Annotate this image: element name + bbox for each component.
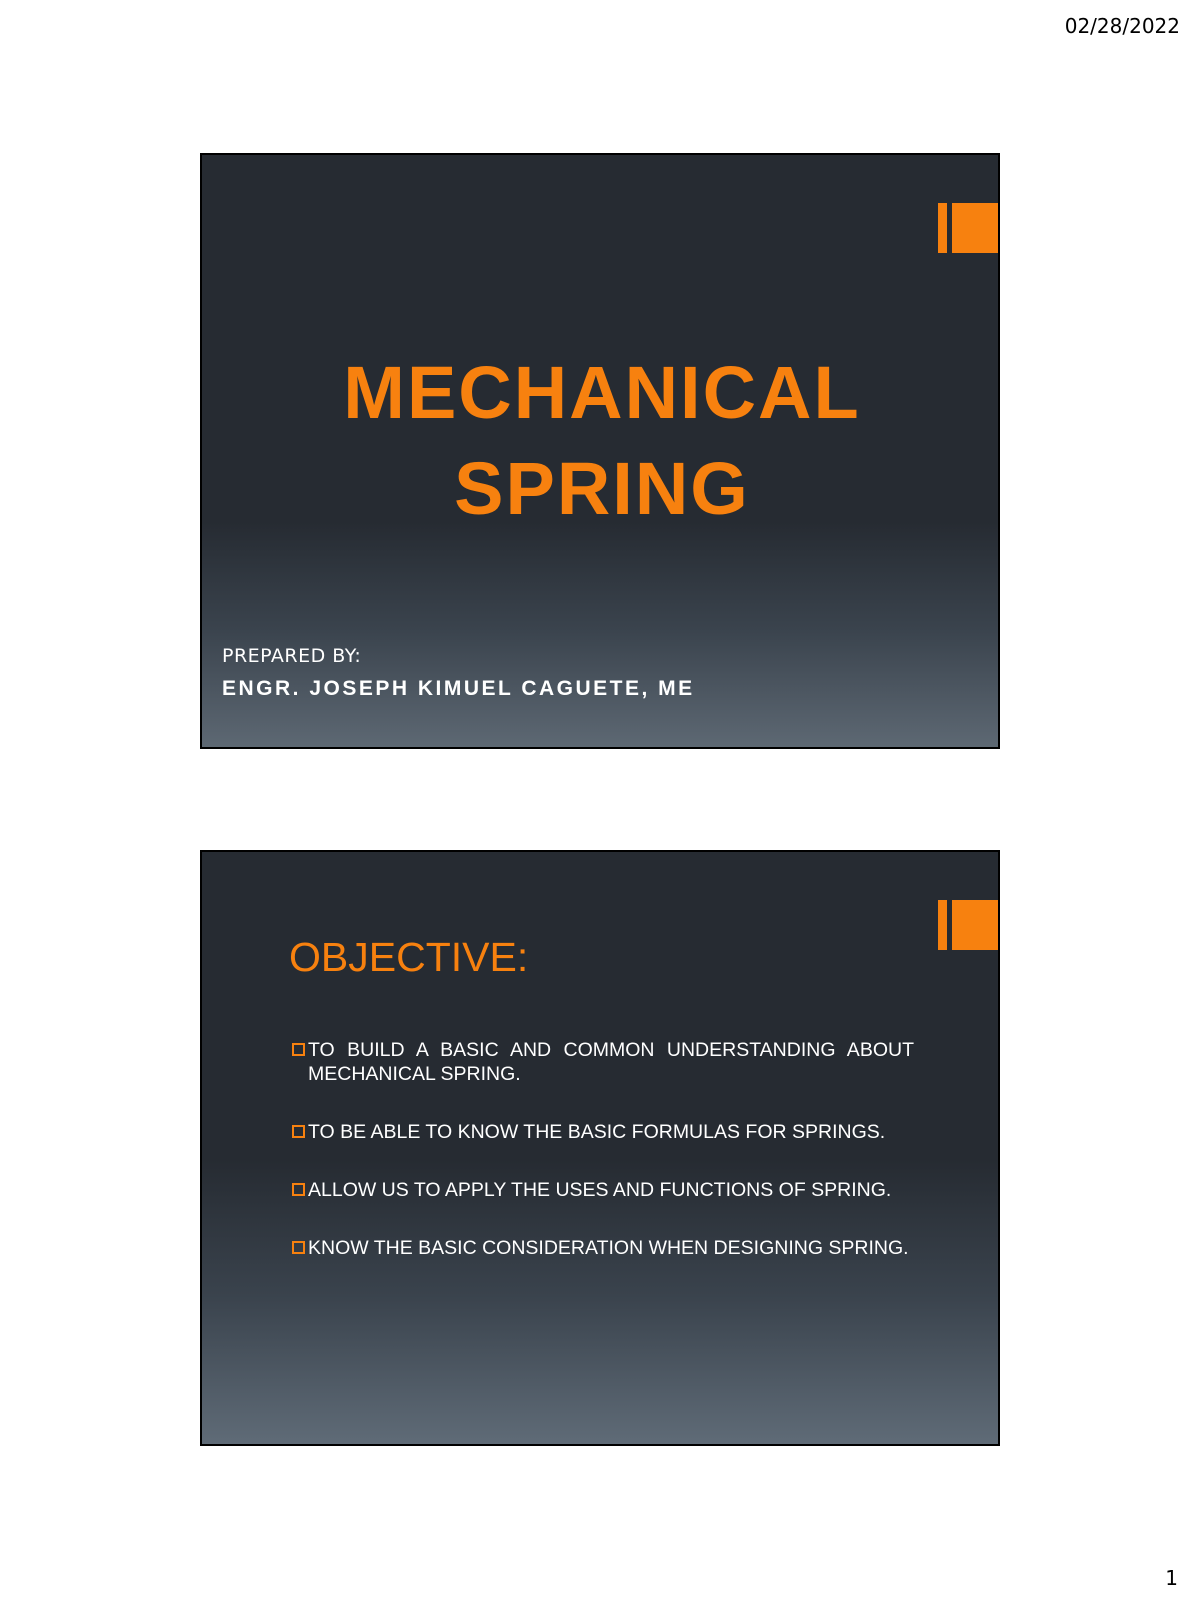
slide-objectives <box>200 850 1000 1446</box>
objective-item <box>292 1038 914 1086</box>
author-name: ENGR. JOSEPH KIMUEL CAGUETE, ME <box>222 677 695 700</box>
page-number: 1 <box>1165 1566 1178 1590</box>
hollow-square-bullet-icon <box>292 1183 305 1196</box>
objective-text: TO BE ABLE TO KNOW THE BASIC FORMULAS FOR SPRINGS. <box>308 1121 886 1143</box>
page-date: 02/28/2022 <box>1064 14 1180 38</box>
objective-heading: OBJECTIVE: <box>289 934 529 980</box>
title-line-2: SPRING <box>454 447 750 530</box>
slide-accent-bar-icon <box>938 203 998 253</box>
presentation-title <box>202 345 1000 537</box>
objective-list <box>292 1038 914 1294</box>
hollow-square-bullet-icon <box>292 1125 305 1138</box>
objective-item <box>292 1178 914 1202</box>
title-line-1: MECHANICAL <box>343 351 861 434</box>
hollow-square-bullet-icon <box>292 1043 305 1056</box>
hollow-square-bullet-icon <box>292 1241 305 1254</box>
objective-item <box>292 1120 914 1144</box>
objective-text: TO BUILD A BASIC AND COMMON UNDERSTANDING ABOUT MECHANICAL SPRING. <box>308 1039 914 1085</box>
objective-text: ALLOW US TO APPLY THE USES AND FUNCTIONS OF SPRING. <box>308 1179 892 1201</box>
objective-text: KNOW THE BASIC CONSIDERATION WHEN DESIGNING SPRING. <box>308 1237 909 1259</box>
slide-accent-bar-icon <box>938 900 998 950</box>
prepared-by-label: PREPARED BY: <box>222 645 362 667</box>
objective-item <box>292 1236 914 1260</box>
slide-title <box>200 153 1000 749</box>
